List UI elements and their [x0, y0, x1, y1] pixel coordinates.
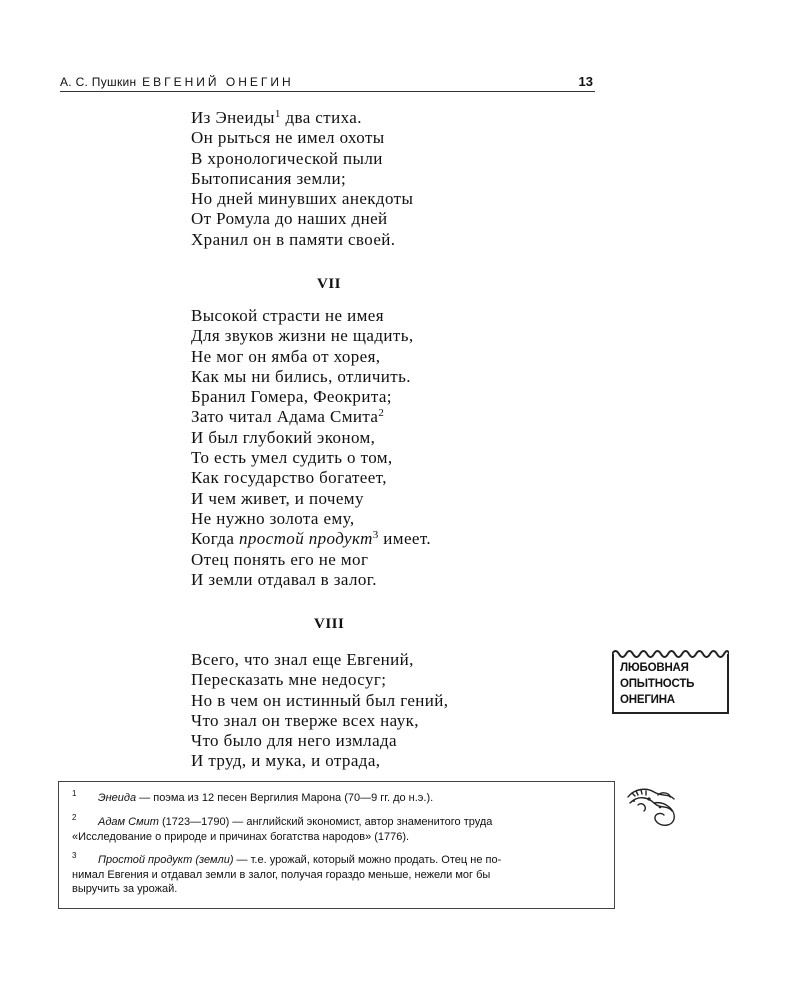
scribble-doodle-icon	[624, 783, 682, 829]
page-header	[60, 73, 595, 92]
footnote-ref[interactable]: 2	[378, 407, 385, 420]
verse-line: Когда простой продукт$^3$ имеет.	[191, 529, 432, 549]
verse-line: Но в чем он истинный был гений,	[191, 690, 449, 710]
page-number: 13	[578, 74, 593, 89]
verse-line: В хронологической пыли	[191, 148, 383, 168]
stanza-number-viii: VIII	[314, 616, 345, 632]
verse-line: От Ромула до наших дней	[191, 209, 388, 229]
wavy-border-icon	[612, 648, 729, 658]
verse-line: Пересказать мне недосуг;	[191, 670, 387, 690]
verse-line: То есть умел судить о том,	[191, 448, 393, 468]
verse-line: Всего, что знал еще Евгений,	[191, 650, 414, 669]
verse-line: И земли отдавал в залог.	[191, 569, 377, 589]
footnote-3: 3 Простой продукт (земли) — т.е. урожай, который можно продать. Отец не по- нимал Евгения и отдавал земли в залог, получая гораздо меньше, нежели мог бы выручить за урожай.	[72, 851, 502, 895]
stanza-continuation	[191, 108, 413, 250]
verse-line: Для звуков жизни не щадить,	[191, 326, 414, 346]
footnote-1: 1 Энеида — поэма из 12 песен Вергилия Марона (70—9 гг. до н.э.).	[72, 789, 434, 804]
verse-line: Бранил Гомера, Феокрита;	[191, 387, 392, 407]
book-title: ЕВГЕНИЙ ОНЕГИН	[142, 75, 294, 89]
verse-line: Высокой страсти не имея	[191, 306, 384, 325]
stanza-viii	[191, 650, 448, 772]
verse-line: Не нужно золота ему,	[191, 508, 355, 528]
verse-line: Но дней минувших анекдоты	[191, 189, 414, 209]
footnote-number: 1	[72, 789, 77, 798]
verse-line: Что знал он тверже всех наук,	[191, 710, 419, 730]
stanza-vii	[191, 306, 431, 590]
verse-line: Что было для него измлада	[191, 731, 398, 751]
verse-line: Отец понять его не мог	[191, 549, 369, 569]
footnote-ref[interactable]: 1	[274, 108, 281, 120]
header-author-title	[60, 75, 294, 89]
footnote-ref[interactable]: 3	[372, 529, 379, 542]
footnote-term: Адам Смит	[98, 816, 159, 828]
verse-line: Хранил он в памяти своей.	[191, 229, 396, 249]
verse-line: Из Энеиды$^1$ два стиха.	[191, 108, 362, 127]
verse-line: Бытописания земли;	[191, 168, 347, 188]
margin-sidenote	[612, 654, 729, 714]
verse-line: И труд, и мука, и отрада,	[191, 751, 381, 771]
author-name: А. С. Пушкин	[60, 75, 137, 89]
footnote-2: 2 Адам Смит (1723—1790) — английский экономист, автор знаменитого труда «Исследование о природе и причинах богатства народов» (1776).	[72, 813, 493, 843]
footnote-number: 2	[72, 813, 77, 822]
verse-line: И чем живет, и почему	[191, 488, 364, 508]
italic-term: простой продукт	[238, 529, 373, 549]
verse-line: Не мог он ямба от хорея,	[191, 346, 381, 366]
verse-line: Как мы ни бились, отличить.	[191, 366, 411, 386]
verse-line: Как государство богатеет,	[191, 468, 387, 488]
stanza-number-vii: VII	[317, 276, 342, 292]
verse-line: И был глубокий эконом,	[191, 427, 376, 447]
footnote-term: Энеида	[98, 792, 137, 804]
sidenote-text: ЛЮБОВНАЯ ОПЫТНОСТЬ ОНЕГИНА	[620, 662, 695, 706]
footnotes-box	[58, 781, 615, 909]
footnote-number: 3	[72, 851, 77, 860]
verse-line: Он рыться не имел охоты	[191, 128, 385, 148]
verse-line: Зато читал Адама Смита$^2$	[191, 407, 385, 427]
footnote-term: Простой продукт (земли)	[98, 854, 234, 866]
